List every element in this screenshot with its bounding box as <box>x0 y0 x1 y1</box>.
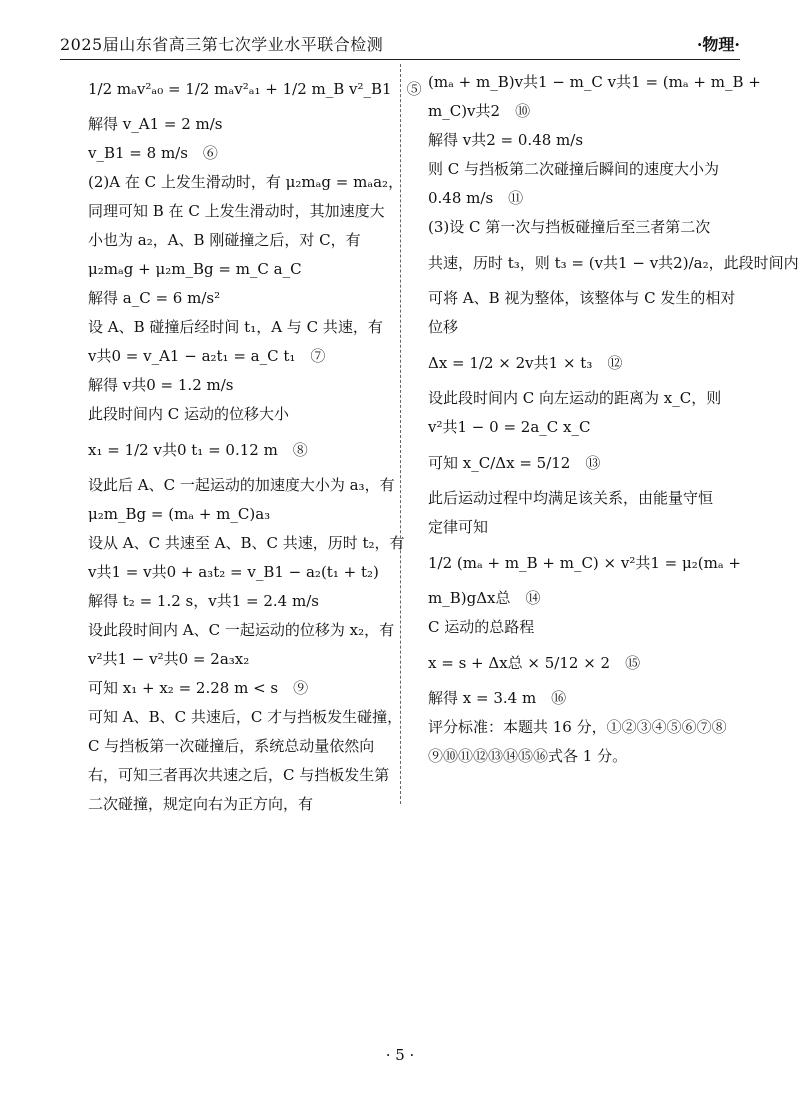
subject-label: ·物理· <box>696 35 740 54</box>
solution-line: 小也为 a₂，A、B 刚碰撞之后，对 C，有 <box>88 231 361 249</box>
solution-line: 设此段时间内 C 向左运动的距离为 x_C，则 <box>428 389 722 407</box>
solution-line: 右，可知三者再次共速之后，C 与挡板发生第 <box>88 766 390 784</box>
solution-line: 解得 v共2 = 0.48 m/s <box>428 131 584 149</box>
solution-line: v共1 = v共0 + a₃t₂ = v_B1 − a₂(t₁ + t₂) <box>88 563 379 581</box>
solution-line: 共速，历时 t₃，则 t₃ = (v共1 − v共2)/a₂，此段时间内 <box>428 254 799 272</box>
solution-line: C 运动的总路程 <box>428 618 535 636</box>
solution-line: 解得 v共0 = 1.2 m/s <box>88 376 234 394</box>
solution-line: 则 C 与挡板第二次碰撞后瞬间的速度大小为 <box>428 160 720 178</box>
solution-line: v²共1 − v²共0 = 2a₃x₂ <box>88 650 250 668</box>
solution-line: 解得 x = 3.4 m ⑯ <box>428 689 567 707</box>
solution-line: 1/2 mₐv²ₐ₀ = 1/2 mₐv²ₐ₁ + 1/2 m_B v²_B1 ⑤ <box>88 80 422 98</box>
solution-line: v共0 = v_A1 − a₂t₁ = a_C t₁ ⑦ <box>88 347 326 365</box>
solution-line: v_B1 = 8 m/s ⑥ <box>88 144 218 162</box>
solution-line: (2)A 在 C 上发生滑动时，有 μ₂mₐg = mₐa₂， <box>88 173 404 191</box>
solution-line: 设此后 A、C 一起运动的加速度大小为 a₃，有 <box>88 476 395 494</box>
solution-line: 同理可知 B 在 C 上发生滑动时，其加速度大 <box>88 202 385 220</box>
solution-line: 1/2 (mₐ + m_B + m_C) × v²共1 = μ₂(mₐ + <box>428 554 741 572</box>
solution-line: 此段时间内 C 运动的位移大小 <box>88 405 290 423</box>
solution-line: 二次碰撞，规定向右为正方向，有 <box>88 795 314 813</box>
solution-line: 评分标准：本题共 16 分，①②③④⑤⑥⑦⑧ <box>428 718 727 736</box>
solution-line: Δx = 1/2 × 2v共1 × t₃ ⑫ <box>428 354 623 372</box>
left-column <box>88 68 422 819</box>
solution-line: μ₂m_Bg = (mₐ + m_C)a₃ <box>88 505 271 523</box>
solution-line: m_B)gΔx总 ⑭ <box>428 589 541 607</box>
solution-line: 可知 x_C/Δx = 5/12 ⑬ <box>428 454 601 472</box>
solution-line: (mₐ + m_B)v共1 − m_C v共1 = (mₐ + m_B + <box>428 73 761 91</box>
solution-line: 解得 t₂ = 1.2 s，v共1 = 2.4 m/s <box>88 592 319 610</box>
solution-line: 0.48 m/s ⑪ <box>428 189 524 207</box>
solution-line: 设 A、B 碰撞后经时间 t₁，A 与 C 共速，有 <box>88 318 383 336</box>
solution-line: ⑨⑩⑪⑫⑬⑭⑮⑯式各 1 分。 <box>428 747 628 765</box>
solution-line: 可知 x₁ + x₂ = 2.28 m < s ⑨ <box>88 679 309 697</box>
solution-line: 定律可知 <box>428 518 489 536</box>
solution-line: 可将 A、B 视为整体，该整体与 C 发生的相对 <box>428 289 736 307</box>
right-column <box>428 68 799 771</box>
solution-line: 可知 A、B、C 共速后，C 才与挡板发生碰撞， <box>88 708 403 726</box>
solution-line: 解得 v_A1 = 2 m/s <box>88 115 223 133</box>
page-header <box>60 30 740 60</box>
exam-title: 2025届山东省高三第七次学业水平联合检测 <box>60 35 384 54</box>
solution-line: 此后运动过程中均满足该关系，由能量守恒 <box>428 489 714 507</box>
solution-line: (3)设 C 第一次与挡板碰撞后至三者第二次 <box>428 218 711 236</box>
solution-line: 设从 A、C 共速至 A、B、C 共速，历时 t₂，有 <box>88 534 405 552</box>
solution-line: v²共1 − 0 = 2a_C x_C <box>428 418 591 436</box>
solution-line: x = s + Δx总 × 5/12 × 2 ⑮ <box>428 654 641 672</box>
page-number: · 5 · <box>385 1046 415 1064</box>
solution-line: 设此段时间内 A、C 一起运动的位移为 x₂，有 <box>88 621 395 639</box>
solution-line: C 与挡板第一次碰撞后，系统总动量依然向 <box>88 737 375 755</box>
solution-line: x₁ = 1/2 v共0 t₁ = 0.12 m ⑧ <box>88 441 308 459</box>
solution-line: 解得 a_C = 6 m/s² <box>88 289 221 307</box>
solution-line: m_C)v共2 ⑩ <box>428 102 531 120</box>
solution-line: μ₂mₐg + μ₂m_Bg = m_C a_C <box>88 260 302 278</box>
solution-line: 位移 <box>428 318 459 336</box>
